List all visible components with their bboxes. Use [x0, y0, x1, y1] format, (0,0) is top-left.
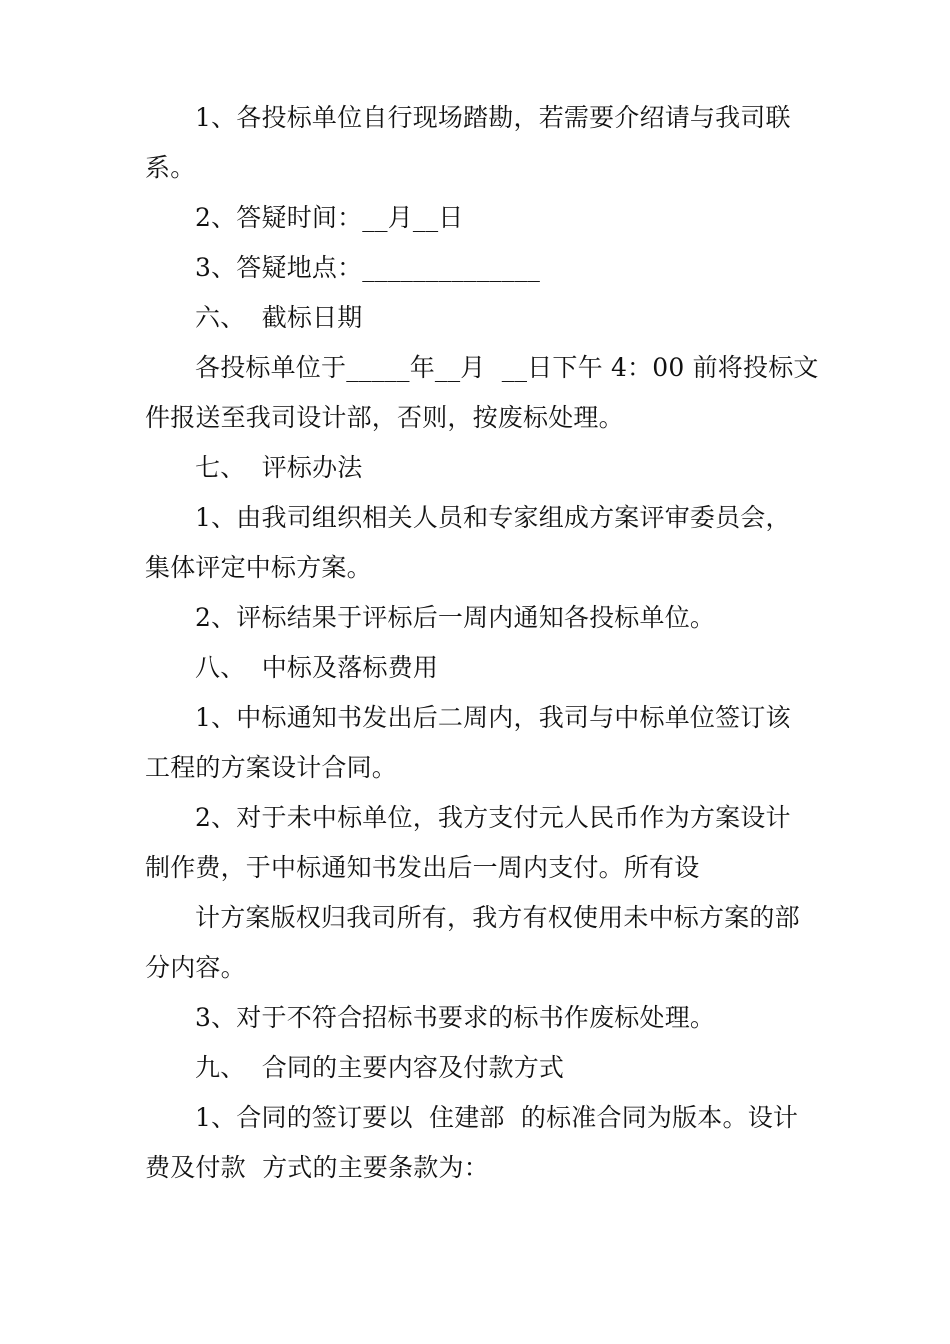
paragraph-line: 工程的方案设计合同。 [145, 753, 398, 782]
paragraph-line: 1、中标通知书发出后二周内，我司与中标单位签订该 [195, 703, 791, 732]
section-heading: 七、 评标办法 [195, 453, 363, 482]
paragraph-line: 件报送至我司设计部，否则，按废标处理。 [145, 403, 624, 432]
paragraph-line: 费及付款 方式的主要条款为： [145, 1153, 489, 1182]
paragraph-line: 3、答疑地点：______________ [195, 253, 541, 282]
paragraph-line: 系。 [145, 153, 196, 182]
paragraph-line: 1、由我司组织相关人员和专家组成方案评审委员会， [195, 503, 791, 532]
section-heading: 六、 截标日期 [195, 303, 363, 332]
paragraph-line: 2、答疑时间：__月__日 [195, 203, 464, 232]
paragraph-line: 1、各投标单位自行现场踏勘，若需要介绍请与我司联 [195, 103, 791, 132]
paragraph-line: 2、对于未中标单位，我方支付元人民币作为方案设计 [195, 803, 791, 832]
paragraph-line: 3、对于不符合招标书要求的标书作废标处理。 [195, 1003, 716, 1032]
paragraph-line: 计方案版权归我司所有，我方有权使用未中标方案的部 [195, 903, 800, 932]
paragraph-line: 1、合同的签订要以 住建部 的标准合同为版本。设计 [195, 1103, 799, 1132]
section-heading: 八、 中标及落标费用 [195, 653, 439, 682]
paragraph-line: 集体评定中标方案。 [145, 553, 372, 582]
section-heading: 九、 合同的主要内容及付款方式 [195, 1053, 565, 1082]
paragraph-line: 2、评标结果于评标后一周内通知各投标单位。 [195, 603, 716, 632]
paragraph-line: 制作费，于中标通知书发出后一周内支付。所有设 [145, 853, 700, 882]
paragraph-line: 各投标单位于_____年__月 __日下午 4：00 前将投标文 [195, 353, 819, 382]
paragraph-line: 分内容。 [145, 953, 246, 982]
